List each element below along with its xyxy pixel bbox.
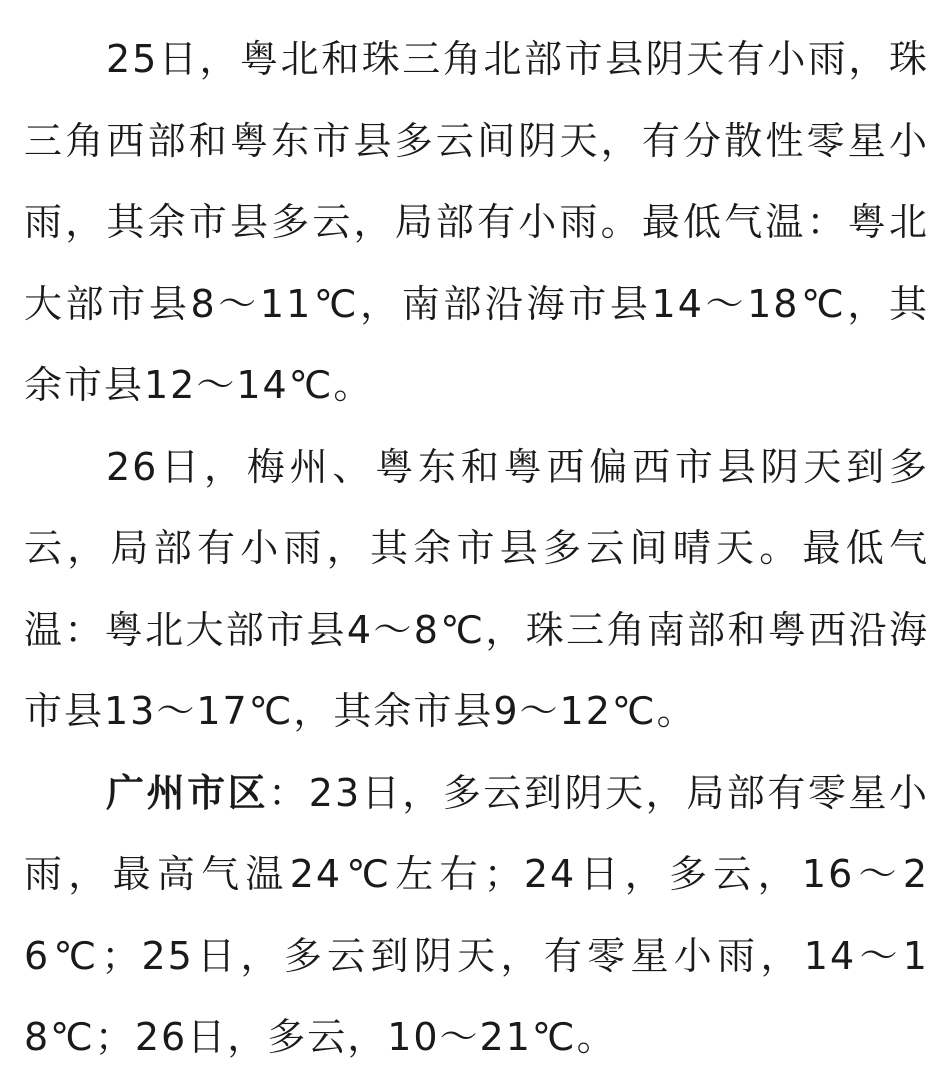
forecast-paragraph-25: [24, 19, 929, 427]
paragraph-text: 26日，梅州、粤东和粤西偏西市县阴天到多云，局部有小雨，其余市县多云间晴天。最低气温：粤北大部市县4～8℃，珠三角南部和粤西沿海市县13～17℃，其余市县9～12℃。: [24, 444, 929, 733]
paragraph-text: 25日，粤北和珠三角北部市县阴天有小雨，珠三角西部和粤东市县多云间阴天，有分散性零星小雨，其余市县多云，局部有小雨。最低气温：粤北大部市县8～11℃，南部沿海市县14～18℃，其余市县12～14℃。: [24, 37, 929, 407]
forecast-paragraph-guangzhou: [24, 753, 929, 1079]
paragraph-text: ：23日，多云到阴天，局部有零星小雨，最高气温24℃左右；24日，多云，16～26℃；25日，多云到阴天，有零星小雨，14～18℃；26日，多云，10～21℃。: [24, 770, 929, 1059]
forecast-paragraph-26: [24, 427, 929, 753]
forecast-document: [24, 19, 929, 1079]
guangzhou-label: 广州市区: [106, 770, 269, 815]
